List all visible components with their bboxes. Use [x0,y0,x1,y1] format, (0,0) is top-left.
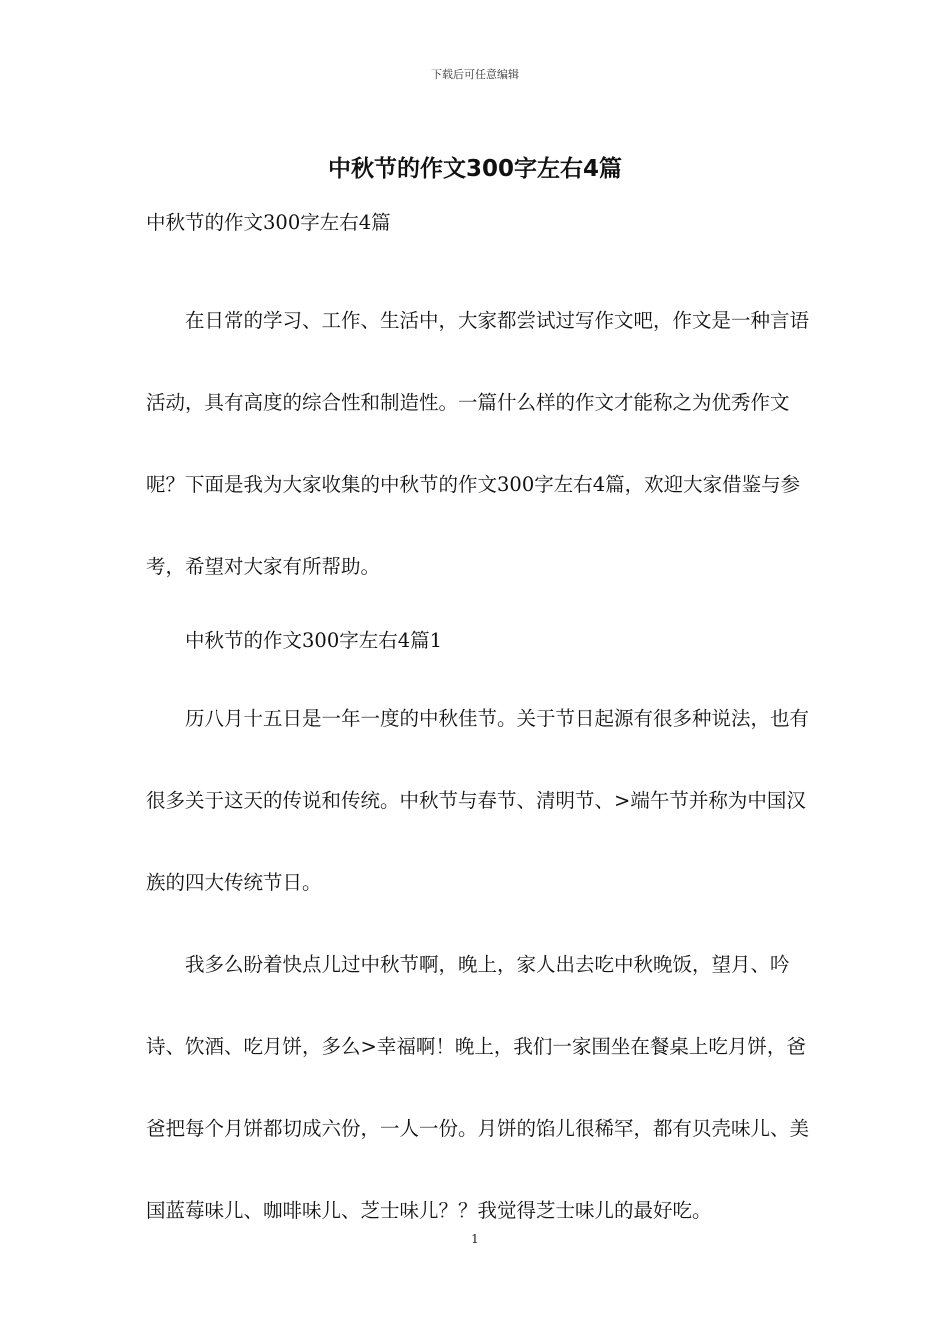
document-title: 中秋节的作文300字左右4篇 [327,156,622,182]
body-paragraph: 我多么盼着快点儿过中秋节啊，晚上，家人出去吃中秋晚饭，望月、吟诗、饮酒、吃月饼，多么>幸福啊！晚上，我们一家围坐在餐桌上吃月饼，爸爸把每个月饼都切成六份，一人一份。月饼的馅儿很稀罕，都有贝壳味儿、美国蓝莓味儿、咖啡味儿、芝士味儿？？我觉得芝士味儿的最好吃。 [146,953,810,1222]
document-subtitle: 中秋节的作文300字左右4篇 [146,211,391,234]
intro-paragraph: 在日常的学习、工作、生活中，大家都尝试过写作文吧，作文是一种言语活动，具有高度的综合性和制造性。一篇什么样的作文才能称之为优秀作文呢？下面是我为大家收集的中秋节的作文300字左右4篇，欢迎大家借鉴与参考，希望对大家有所帮助。 [146,309,810,578]
page-number: 1 [471,1232,479,1246]
header-note: 下载后可任意编辑 [431,68,519,81]
body-paragraph: 历八月十五日是一年一度的中秋佳节。关于节日起源有很多种说法，也有很多关于这天的传说和传统。中秋节与春节、清明节、>端午节并称为中国汉族的四大传统节日。 [146,707,810,894]
section-heading: 中秋节的作文300字左右4篇1 [185,629,443,652]
document-body [146,280,810,1252]
